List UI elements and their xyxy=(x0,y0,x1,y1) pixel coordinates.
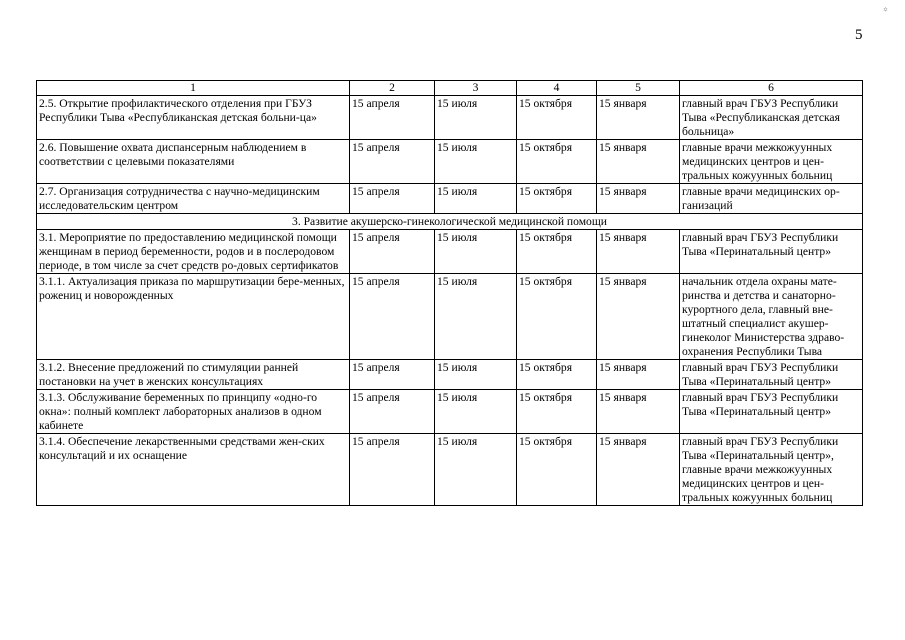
event-cell: 2.6. Повышение охвата диспансерным наблюдением в соответствии с целевыми показателями xyxy=(37,140,350,184)
table-row xyxy=(37,274,863,360)
responsible-cell: главный врач ГБУЗ Республики Тыва «Республиканская детская больница» xyxy=(680,96,863,140)
table-header-row xyxy=(37,81,863,96)
page-number: 5 xyxy=(855,27,863,43)
date-cell: 15 апреля xyxy=(350,274,435,360)
scan-corner-mark: ꙳ xyxy=(883,6,888,16)
column-header: 5 xyxy=(597,81,680,96)
column-header: 4 xyxy=(517,81,597,96)
date-cell: 15 октября xyxy=(517,390,597,434)
event-cell: 3.1.2. Внесение предложений по стимуляции ранней постановки на учет в женских консультациях xyxy=(37,360,350,390)
date-cell: 15 июля xyxy=(435,360,517,390)
responsible-cell: главные врачи межкожуунных медицинских центров и цен-тральных кожуунных больниц xyxy=(680,140,863,184)
table-row xyxy=(37,390,863,434)
date-cell: 15 января xyxy=(597,360,680,390)
column-header: 6 xyxy=(680,81,863,96)
responsible-cell: главный врач ГБУЗ Республики Тыва «Перинатальный центр» xyxy=(680,360,863,390)
date-cell: 15 июля xyxy=(435,230,517,274)
date-cell: 15 апреля xyxy=(350,184,435,214)
column-header: 3 xyxy=(435,81,517,96)
date-cell: 15 июля xyxy=(435,96,517,140)
date-cell: 15 января xyxy=(597,184,680,214)
table-row xyxy=(37,230,863,274)
section-row xyxy=(37,214,863,230)
date-cell: 15 октября xyxy=(517,140,597,184)
date-cell: 15 октября xyxy=(517,360,597,390)
schedule-table xyxy=(36,80,863,506)
table-row xyxy=(37,140,863,184)
table-row xyxy=(37,96,863,140)
date-cell: 15 июля xyxy=(435,390,517,434)
column-header: 2 xyxy=(350,81,435,96)
event-cell: 2.5. Открытие профилактического отделения при ГБУЗ Республики Тыва «Республиканская детская больни-ца» xyxy=(37,96,350,140)
date-cell: 15 октября xyxy=(517,274,597,360)
responsible-cell: начальник отдела охраны мате-ринства и детства и санаторно-курортного дела, главный вне-штатный специалист акушер-гинеколог Министерства здраво-охранения Республики Тыва xyxy=(680,274,863,360)
event-cell: 3.1.1. Актуализация приказа по маршрутизации бере-менных, рожениц и новорожденных xyxy=(37,274,350,360)
date-cell: 15 октября xyxy=(517,434,597,506)
table-row xyxy=(37,184,863,214)
event-cell: 2.7. Организация сотрудничества с научно-медицинским исследовательским центром xyxy=(37,184,350,214)
responsible-cell: главный врач ГБУЗ Республики Тыва «Перинатальный центр» xyxy=(680,230,863,274)
responsible-cell: главный врач ГБУЗ Республики Тыва «Перинатальный центр», главные врачи межкожуунных медицинских центров и цен-тральных кожуунных больниц xyxy=(680,434,863,506)
date-cell: 15 апреля xyxy=(350,96,435,140)
date-cell: 15 апреля xyxy=(350,230,435,274)
event-cell: 3.1. Мероприятие по предоставлению медицинской помощи женщинам в период беременности, родов и в послеродовом периоде, в том числе за счет средств ро-довых сертификатов xyxy=(37,230,350,274)
date-cell: 15 января xyxy=(597,140,680,184)
date-cell: 15 января xyxy=(597,434,680,506)
date-cell: 15 июля xyxy=(435,140,517,184)
date-cell: 15 октября xyxy=(517,230,597,274)
date-cell: 15 января xyxy=(597,390,680,434)
section-title: 3. Развитие акушерско-гинекологической медицинской помощи xyxy=(37,214,863,230)
column-header: 1 xyxy=(37,81,350,96)
date-cell: 15 апреля xyxy=(350,434,435,506)
table-row xyxy=(37,434,863,506)
date-cell: 15 января xyxy=(597,96,680,140)
date-cell: 15 октября xyxy=(517,96,597,140)
date-cell: 15 октября xyxy=(517,184,597,214)
date-cell: 15 июля xyxy=(435,184,517,214)
responsible-cell: главные врачи медицинских ор-ганизаций xyxy=(680,184,863,214)
date-cell: 15 января xyxy=(597,230,680,274)
responsible-cell: главный врач ГБУЗ Республики Тыва «Перинатальный центр» xyxy=(680,390,863,434)
date-cell: 15 июля xyxy=(435,434,517,506)
date-cell: 15 апреля xyxy=(350,140,435,184)
event-cell: 3.1.3. Обслуживание беременных по принципу «одно-го окна»: полный комплект лабораторных анализов в одном кабинете xyxy=(37,390,350,434)
date-cell: 15 июля xyxy=(435,274,517,360)
date-cell: 15 января xyxy=(597,274,680,360)
table-row xyxy=(37,360,863,390)
date-cell: 15 апреля xyxy=(350,390,435,434)
date-cell: 15 апреля xyxy=(350,360,435,390)
event-cell: 3.1.4. Обеспечение лекарственными средствами жен-ских консультаций и их оснащение xyxy=(37,434,350,506)
